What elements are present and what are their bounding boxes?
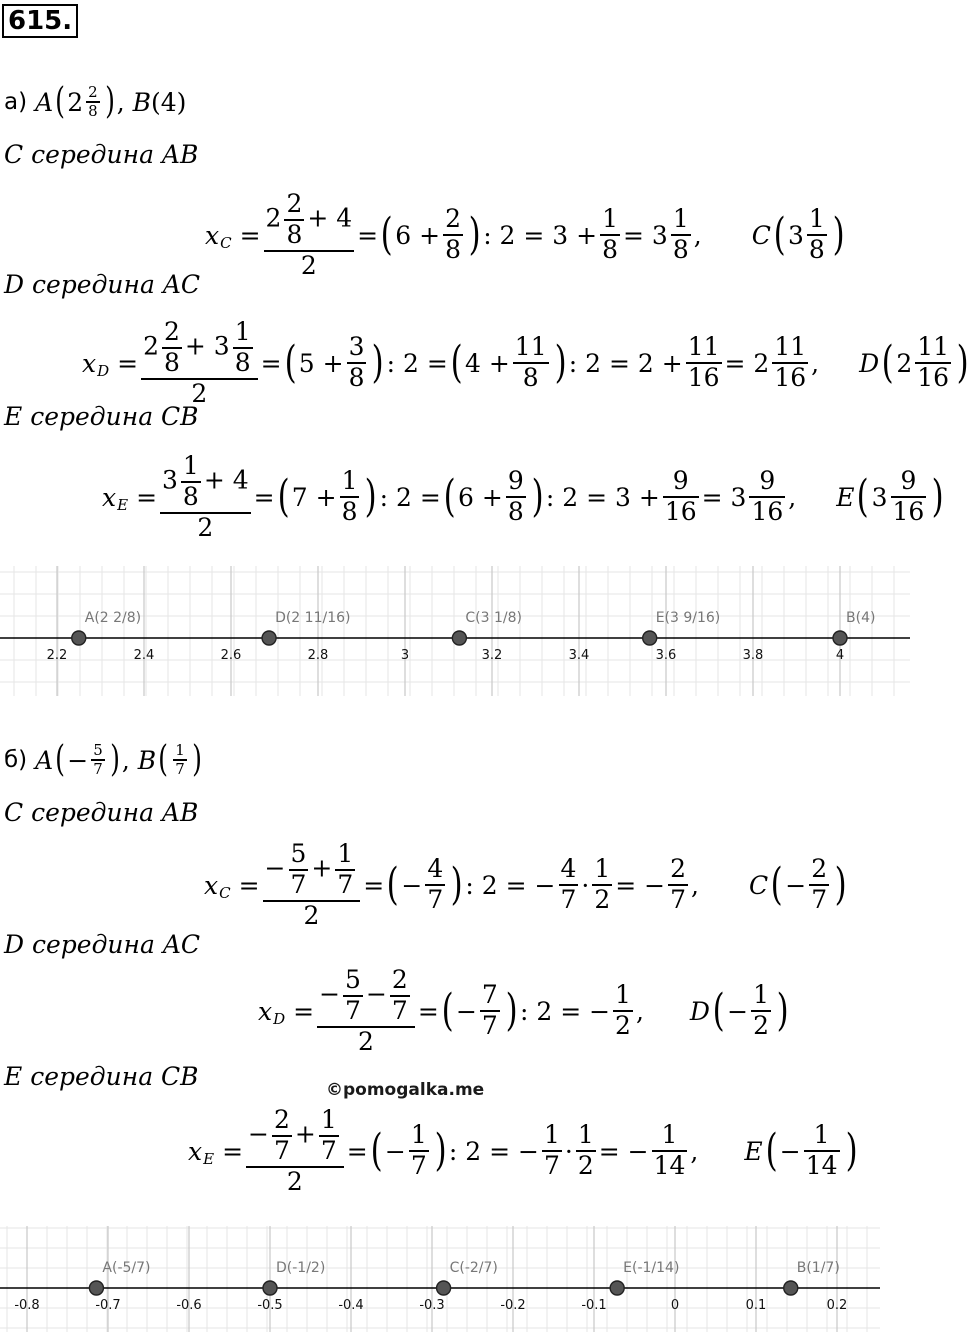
point-label: E(-1/14)	[623, 1260, 680, 1276]
line-e-mid-a: E середина CB	[4, 402, 199, 431]
number-line-b	[0, 1226, 880, 1332]
part-a-label: а)	[4, 89, 28, 116]
formula-xc-a: x C = 2 $\frac{2}{8}$ + 4 2 = ( 6 + $\frac{2}{8}$ ) : 2 = 3 + $\frac{1}{8}$ = 3 $\frac{1}{8}$ , C ( 3 $\frac{1}{8}$ )	[205, 189, 845, 280]
point-marker[interactable]	[452, 631, 466, 645]
tick-label: -0.6	[176, 1298, 202, 1313]
line-e-mid-b: E середина CB	[4, 1062, 199, 1091]
point-label: C(-2/7)	[449, 1260, 498, 1276]
formula-xd-a: x D = 2 $\frac{2}{8}$ + 3 $\frac{1}{8}$ 2 = ( 5 + $\frac{3}{8}$ ) : 2 = ( 4 + $\frac{11}{8}$ ) : 2 = 2 + $\frac{11}{16}$ = 2 $\frac{11}{16}$ , D ( 2 $\frac{11}{16}$ )	[82, 317, 969, 408]
point-label: D(2 11/16)	[275, 610, 351, 626]
part-a-header: а) A ( 2 $\frac{2}{8}$ ) , B (4)	[4, 81, 187, 123]
watermark: ©pomogalka.me	[326, 1080, 485, 1100]
point-label: D(-1/2)	[276, 1260, 326, 1276]
tick-label: -0.3	[419, 1298, 445, 1313]
point-label: B(1/7)	[796, 1260, 840, 1276]
line-d-mid-b: D середина AC	[4, 930, 201, 959]
main-frac: 2 $\frac{2}{8}$ + 4 2	[265, 189, 353, 280]
tick-label: 3.8	[742, 648, 764, 663]
tick-label: -0.7	[95, 1298, 121, 1313]
tick-label: 0.2	[826, 1298, 848, 1313]
problem-number: 615.	[2, 4, 78, 38]
tick-label: -0.1	[581, 1298, 607, 1313]
formula-xc-b: x C = − $\frac{5}{7}$ + $\frac{1}{7}$ 2 = ( − $\frac{4}{7}$ ) : 2 = − $\frac{4}{7}$ · $\frac{1}{2}$ = − $\frac{2}{7}$ , C ( − $\frac{2}{7}$ )	[204, 839, 847, 930]
line-c-mid-b: C середина AB	[4, 798, 199, 827]
point-label: C(3 1/8)	[465, 610, 522, 626]
tick-label: -0.5	[257, 1298, 283, 1313]
point-marker[interactable]	[72, 631, 86, 645]
tick-label: 2.2	[46, 648, 68, 663]
tick-label: 3.2	[481, 648, 503, 663]
point-marker[interactable]	[263, 1281, 277, 1295]
tick-label: 3.6	[655, 648, 677, 663]
tick-label: 3	[400, 648, 410, 663]
tick-label: 4	[835, 648, 845, 663]
tick-label: 0.1	[745, 1298, 767, 1313]
point-marker[interactable]	[643, 631, 657, 645]
number-line-a	[0, 566, 910, 696]
part-b-label: б)	[4, 747, 28, 774]
formula-xe-b: x E = − $\frac{2}{7}$ + $\frac{1}{7}$ 2 = ( − $\frac{1}{7}$ ) : 2 = − $\frac{1}{7}$ · $\frac{1}{2}$ = − $\frac{1}{14}$ , E ( − $\frac{1}{14}$ )	[188, 1105, 858, 1196]
part-b-header: б) A ( − $\frac{5}{7}$ ) , B ( $\frac{1}{7}$ )	[4, 739, 202, 781]
tick-label: -0.4	[338, 1298, 364, 1313]
point-label: A(-5/7)	[102, 1260, 151, 1276]
tick-label: 2.8	[307, 648, 329, 663]
tick-label: -0.2	[500, 1298, 526, 1313]
line-d-mid-a: D середина AC	[4, 270, 201, 299]
tick-label: 0	[670, 1298, 680, 1313]
tick-label: 3.4	[568, 648, 590, 663]
point-marker[interactable]	[784, 1281, 798, 1295]
point-marker[interactable]	[610, 1281, 624, 1295]
point-marker[interactable]	[89, 1281, 103, 1295]
point-marker[interactable]	[833, 631, 847, 645]
line-c-mid-a: C середина AB	[4, 140, 199, 169]
tick-label: 2.4	[133, 648, 155, 663]
tick-label: -0.8	[14, 1298, 40, 1313]
a-frac: $\frac{2}{8}$	[88, 83, 98, 121]
point-marker[interactable]	[437, 1281, 451, 1295]
formula-xd-b: x D = − $\frac{5}{7}$ − $\frac{2}{7}$ 2 = ( − $\frac{7}{7}$ ) : 2 = − $\frac{1}{2}$ , D ( − $\frac{1}{2}$ )	[258, 965, 789, 1056]
point-label: B(4)	[846, 610, 876, 626]
formula-xe-a: x E = 3 $\frac{1}{8}$ + 4 2 = ( 7 + $\frac{1}{8}$ ) : 2 = ( 6 + $\frac{9}{8}$ ) : 2 = 3 + $\frac{9}{16}$ = 3 $\frac{9}{16}$ , E ( 3 $\frac{9}{16}$ )	[102, 451, 944, 542]
tick-label: 2.6	[220, 648, 242, 663]
point-label: A(2 2/8)	[84, 610, 142, 626]
point-label: E(3 9/16)	[655, 610, 721, 626]
point-marker[interactable]	[262, 631, 276, 645]
